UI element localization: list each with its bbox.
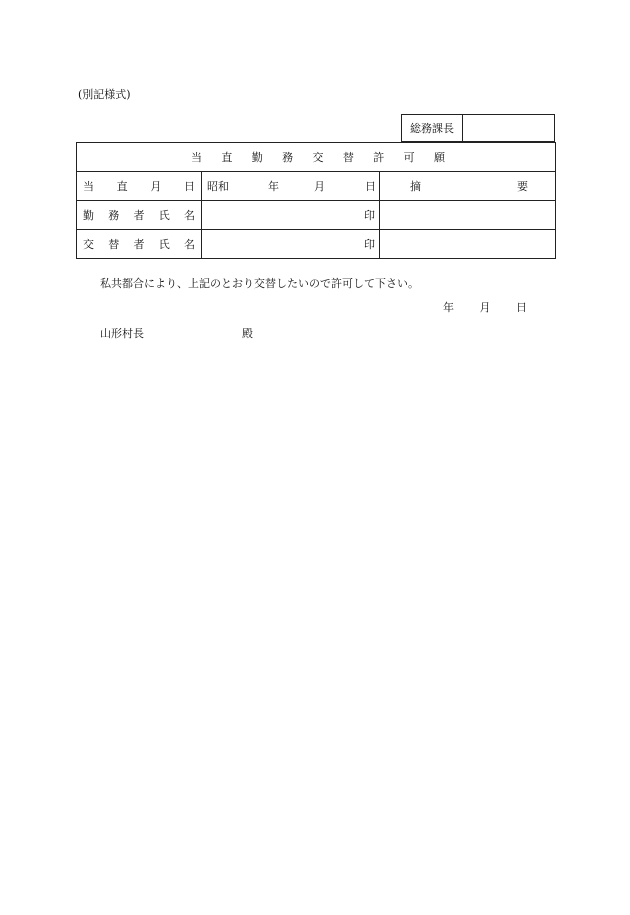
label-char: 勤 (83, 209, 94, 222)
label-char: 氏 (158, 238, 170, 251)
seal-mark: 印 (364, 238, 375, 251)
date-month-label: 月 (479, 301, 491, 314)
worker-name-field[interactable] (202, 201, 380, 229)
label-char: 交 (83, 238, 94, 251)
table-heading-row (77, 143, 555, 171)
approval-title: 総務課長 (402, 115, 463, 141)
year-label: 年 (268, 180, 279, 193)
heading-char: 願 (434, 151, 445, 164)
label-char: 替 (108, 238, 120, 251)
heading-char: 務 (282, 151, 294, 164)
substitute-name-row (77, 229, 555, 258)
form-type-label: (別記様式) (78, 88, 131, 101)
form-heading (191, 143, 445, 171)
heading-char: 可 (403, 151, 415, 164)
request-form-table (76, 142, 556, 259)
approval-stamp-box (401, 114, 555, 142)
worker-label (83, 201, 195, 229)
duty-date-row (77, 171, 555, 200)
heading-char: 許 (373, 151, 385, 164)
heading-char: 当 (191, 151, 202, 164)
duty-date-label-cell (77, 172, 202, 200)
substitute-remarks-field[interactable] (380, 230, 555, 258)
honorific: 殿 (242, 327, 253, 340)
label-char: 月 (150, 180, 162, 193)
duty-date-label (83, 172, 195, 200)
day-label: 日 (365, 180, 376, 193)
heading-char: 勤 (251, 151, 263, 164)
era-label: 昭和 (207, 180, 229, 193)
substitute-label-cell (77, 230, 202, 258)
label-char: 名 (184, 209, 195, 222)
addressee: 山形村長 (100, 327, 144, 340)
remarks-char: 摘 (410, 180, 421, 193)
heading-char: 替 (342, 151, 354, 164)
label-char: 者 (133, 209, 145, 222)
seal-mark: 印 (364, 209, 375, 222)
substitute-label (83, 230, 195, 258)
label-char: 氏 (158, 209, 170, 222)
worker-name-row (77, 200, 555, 229)
heading-char: 直 (221, 151, 233, 164)
duty-date-value-cell (202, 172, 380, 200)
substitute-name-field[interactable] (202, 230, 380, 258)
request-date-line (443, 299, 527, 315)
worker-label-cell (77, 201, 202, 229)
worker-remarks-field[interactable] (380, 201, 555, 229)
label-char: 務 (108, 209, 120, 222)
request-statement: 私共都合により、上記のとおり交替したいので許可して下さい。 (100, 277, 419, 290)
month-label: 月 (314, 180, 325, 193)
label-char: 日 (183, 180, 195, 193)
date-year-label: 年 (443, 301, 454, 314)
heading-char: 交 (312, 151, 324, 164)
label-char: 名 (184, 238, 195, 251)
date-day-label: 日 (516, 301, 527, 314)
label-char: 者 (133, 238, 145, 251)
label-char: 当 (83, 180, 94, 193)
remarks-char: 要 (517, 180, 528, 193)
remarks-cell (380, 172, 555, 200)
label-char: 直 (116, 180, 128, 193)
approval-stamp-area (463, 115, 554, 141)
